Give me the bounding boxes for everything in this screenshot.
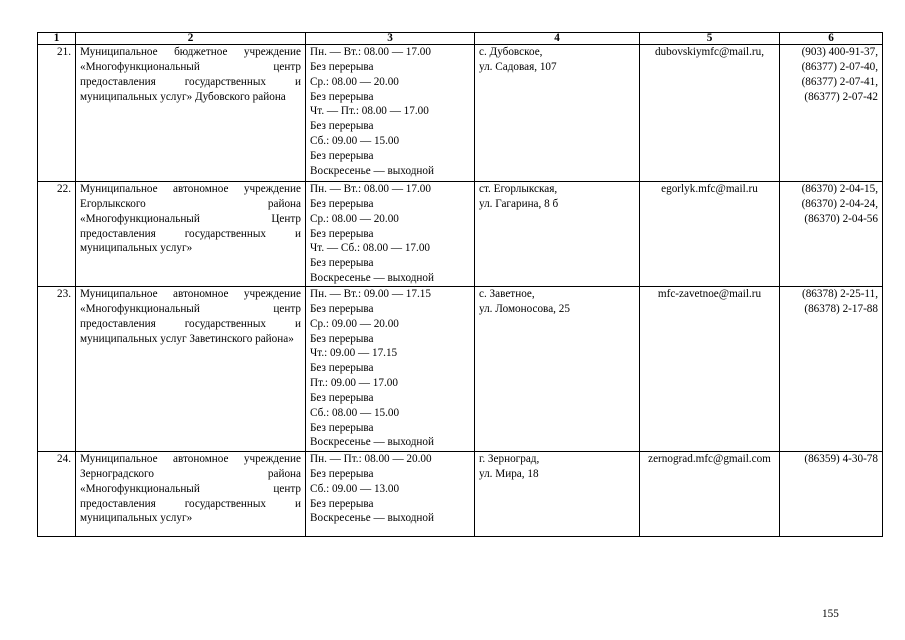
address-cell <box>475 287 640 452</box>
address-line: ул. Гагарина, 8 б <box>479 197 559 210</box>
organization-name: Муниципальное автономное учреждение Зерноградского района «Многофункциональный центр предоставления государственных и муниципальных услуг» <box>76 452 306 537</box>
row-number: 22. <box>38 182 76 287</box>
schedule-line: Чт. — Пт.: 08.00 — 17.00 <box>310 105 429 118</box>
header-col-6: 6 <box>780 33 883 45</box>
header-row <box>38 33 883 45</box>
schedule-line: Без перерыва <box>310 391 374 404</box>
phone-line: (86378) 2-25-11, <box>801 288 878 300</box>
schedule-line: Без перерыва <box>310 60 374 73</box>
schedule-cell <box>306 45 475 182</box>
email-cell: mfc-zavetnoe@mail.ru <box>640 287 780 452</box>
header-col-2: 2 <box>76 33 306 45</box>
phone-cell <box>780 45 883 182</box>
table-row <box>38 45 883 182</box>
schedule-line: Без перерыва <box>310 302 374 315</box>
row-number: 24. <box>38 452 76 537</box>
address-line: с. Заветное, <box>479 288 535 300</box>
schedule-line: Без перерыва <box>310 497 374 510</box>
schedule-line: Без перерыва <box>310 197 374 210</box>
schedule-line: Ср.: 09.00 — 20.00 <box>310 317 399 330</box>
organization-name: Муниципальное бюджетное учреждение «Многофункциональный центр предоставления государственных и муниципальных услуг» Дубовского района <box>76 45 306 182</box>
schedule-line: Пт.: 09.00 — 17.00 <box>310 377 398 390</box>
phone-line: (86377) 2-07-41, <box>801 75 878 88</box>
schedule-cell <box>306 452 475 537</box>
email-cell: egorlyk.mfc@mail.ru <box>640 182 780 287</box>
address-cell <box>475 182 640 287</box>
schedule-line: Пн. — Вт.: 09.00 — 17.15 <box>310 288 431 300</box>
organization-name: Муниципальное автономное учреждение Егорлыкского района «Многофункциональный Центр предоставления государственных и муниципальных услуг» <box>76 182 306 287</box>
table-row <box>38 182 883 287</box>
row-number: 21. <box>38 45 76 182</box>
schedule-line: Воскресенье — выходной <box>310 436 434 449</box>
header-col-5: 5 <box>640 33 780 45</box>
organization-name: Муниципальное автономное учреждение «Многофункциональный центр предоставления государственных и муниципальных услуг Заветинского района» <box>76 287 306 452</box>
phone-line: (86370) 2-04-15, <box>801 183 878 195</box>
address-cell <box>475 452 640 537</box>
address-cell <box>475 45 640 182</box>
phone-line: (86359) 4-30-78 <box>804 453 878 465</box>
schedule-line: Без перерыва <box>310 149 374 162</box>
address-line: ул. Мира, 18 <box>479 467 539 480</box>
email-cell: dubovskiymfc@mail.ru, <box>640 45 780 182</box>
address-line: ул. Ломоносова, 25 <box>479 302 570 315</box>
phone-cell <box>780 452 883 537</box>
header-col-1: 1 <box>38 33 76 45</box>
table-row <box>38 287 883 452</box>
schedule-line: Ср.: 08.00 — 20.00 <box>310 212 399 225</box>
schedule-line: Воскресенье — выходной <box>310 512 434 525</box>
schedule-line: Чт.: 09.00 — 17.15 <box>310 347 398 360</box>
schedule-line: Воскресенье — выходной <box>310 164 434 177</box>
schedule-line: Сб.: 09.00 — 15.00 <box>310 135 400 148</box>
phone-line: (86370) 2-04-24, <box>801 197 878 210</box>
mfc-table <box>37 32 883 537</box>
header-col-4: 4 <box>475 33 640 45</box>
schedule-line: Воскресенье — выходной <box>310 272 434 285</box>
address-line: г. Зерноград, <box>479 453 540 465</box>
schedule-line: Пн. — Пт.: 08.00 — 20.00 <box>310 453 432 465</box>
schedule-cell <box>306 287 475 452</box>
address-line: ул. Садовая, 107 <box>479 60 557 73</box>
page-number: 155 <box>822 608 839 620</box>
phone-line: (903) 400-91-37, <box>801 46 878 58</box>
phone-line: (86378) 2-17-88 <box>804 302 878 315</box>
phone-line: (86370) 2-04-56 <box>804 212 878 225</box>
schedule-line: Без перерыва <box>310 257 374 270</box>
table-row <box>38 452 883 537</box>
schedule-line: Чт. — Сб.: 08.00 — 17.00 <box>310 242 431 255</box>
phone-line: (86377) 2-07-40, <box>801 60 878 73</box>
phone-cell <box>780 182 883 287</box>
schedule-line: Ср.: 08.00 — 20.00 <box>310 75 399 88</box>
row-number: 23. <box>38 287 76 452</box>
header-col-3: 3 <box>306 33 475 45</box>
schedule-line: Без перерыва <box>310 467 374 480</box>
schedule-line: Пн. — Вт.: 08.00 — 17.00 <box>310 183 431 195</box>
address-line: с. Дубовское, <box>479 46 543 58</box>
email-cell: zernograd.mfc@gmail.com <box>640 452 780 537</box>
schedule-line: Без перерыва <box>310 90 374 103</box>
schedule-line: Без перерыва <box>310 421 374 434</box>
schedule-line: Без перерыва <box>310 332 374 345</box>
phone-cell <box>780 287 883 452</box>
schedule-line: Сб.: 08.00 — 15.00 <box>310 406 400 419</box>
schedule-line: Без перерыва <box>310 227 374 240</box>
schedule-line: Сб.: 09.00 — 13.00 <box>310 482 400 495</box>
schedule-cell <box>306 182 475 287</box>
schedule-line: Без перерыва <box>310 120 374 133</box>
schedule-line: Пн. — Вт.: 08.00 — 17.00 <box>310 46 431 58</box>
address-line: ст. Егорлыкская, <box>479 183 558 195</box>
schedule-line: Без перерыва <box>310 362 374 375</box>
phone-line: (86377) 2-07-42 <box>804 90 878 103</box>
